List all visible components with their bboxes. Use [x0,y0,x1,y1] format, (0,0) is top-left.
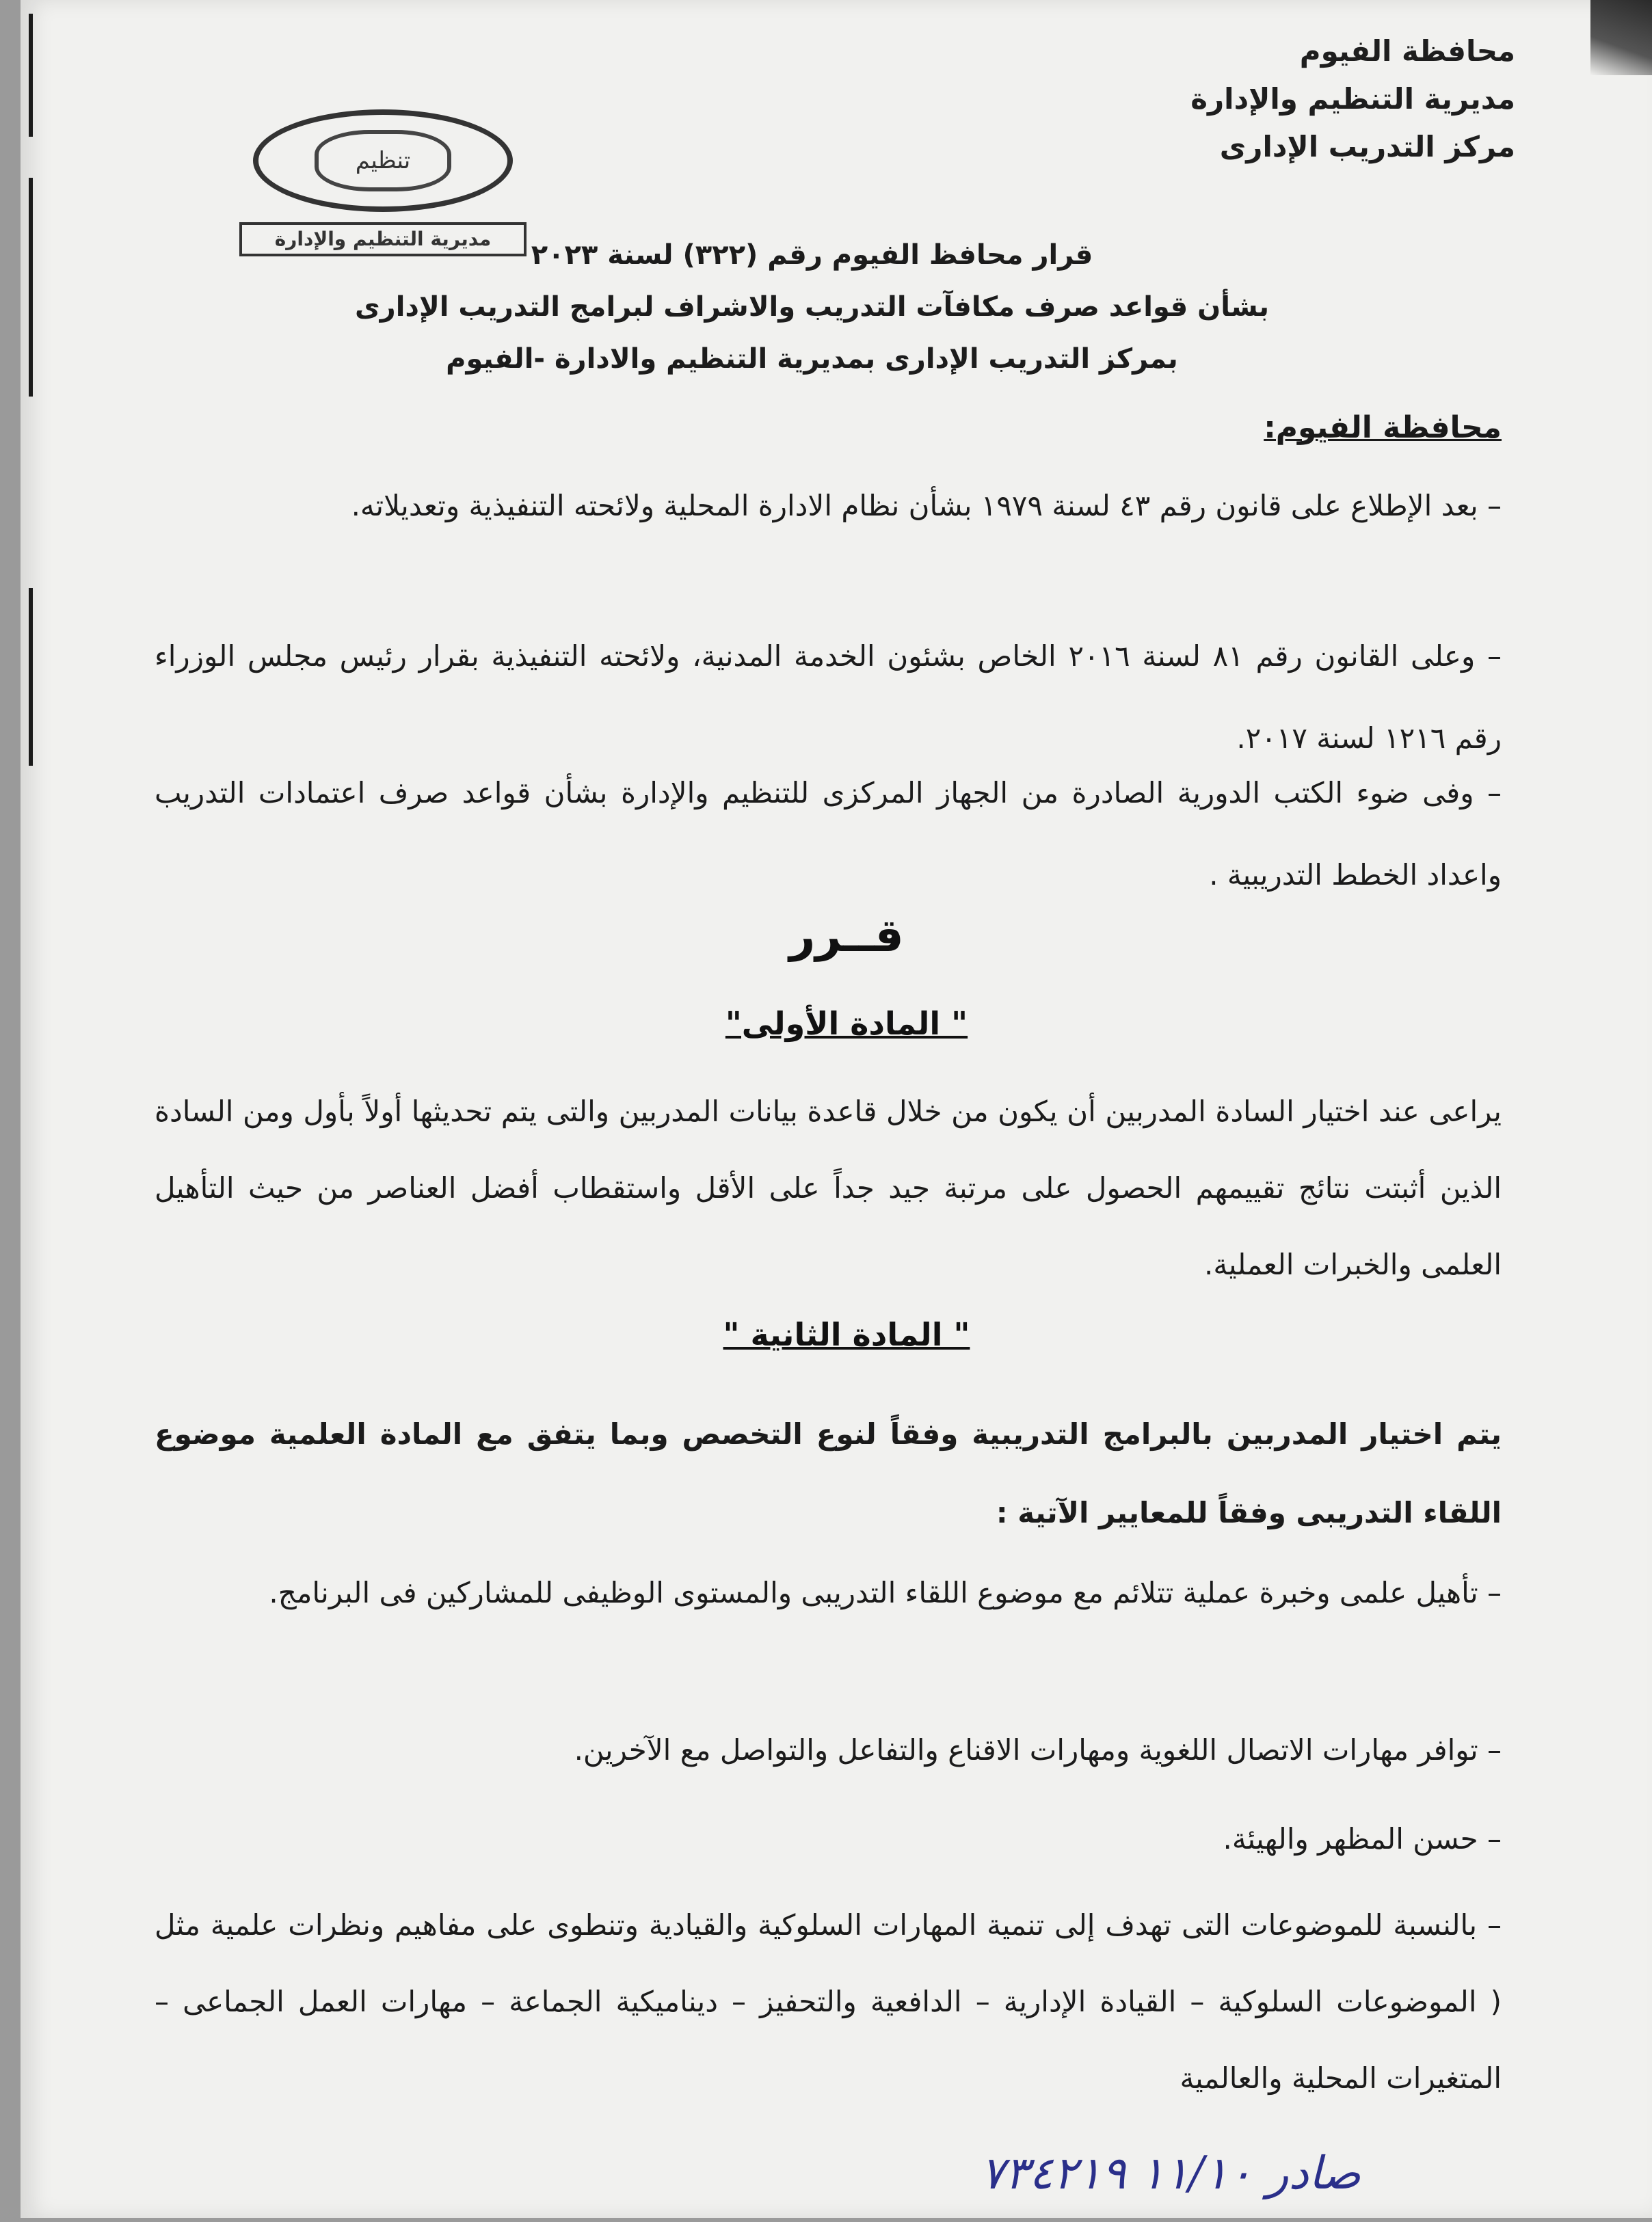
preamble-item-3: – وفى ضوء الكتب الدورية الصادرة من الجهاز المركزى للتنظيم والإدارة بشأن قواعد صرف اعتمادات التدريب واعداد الخطط التدريبية . [155,776,1502,892]
punch-hole-mark [29,14,33,137]
article-2-intro: يتم اختيار المدربين بالبرامج التدريبية وفقاً لنوع التخصص وبما يتفق مع المادة العلمية موضوع اللقاء التدريبى وفقاً للمعايير الآتية : [155,1417,1502,1529]
decision-heading: قــرر [789,909,904,962]
document-page [21,0,1652,2218]
punch-hole-mark [29,178,33,397]
header-center: مركز التدريب الإدارى [1219,130,1515,163]
decree-location: بمركز التدريب الإدارى بمديرية التنظيم والادارة -الفيوم [446,343,1178,375]
letterhead [1190,27,1515,171]
criterion-item: – حسن المظهر والهيئة. [1223,1822,1502,1856]
article-1-heading: " المادة الأولى" [725,1005,968,1042]
stamp-band-text: مديرية التنظيم والإدارة [239,222,527,256]
header-governorate: محافظة الفيوم [1299,34,1515,68]
criterion-item: – بالنسبة للموضوعات التى تهدف إلى تنمية المهارات السلوكية والقيادية وتنطوى على مفاهيم ونظرات علمية مثل ( الموضوعات السلوكية – القيادة الإدارية – الدافعية والتحفيز – ديناميكية الجماعة – مهارات العمل الجماعى – المتغيرات المحلية والعالمية [155,1908,1502,2095]
preamble-item-2: – وعلى القانون رقم ٨١ لسنة ٢٠١٦ الخاص بشئون الخدمة المدنية، ولائحته التنفيذية بقرار رئيس مجلس الوزراء رقم ١٢١٦ لسنة ٢٠١٧. [155,639,1502,755]
decree-title [355,229,1269,385]
preamble-label: محافظة الفيوم: [1264,410,1502,445]
header-directorate: مديرية التنظيم والإدارة [1190,82,1515,116]
stamp-inner-text: تنظيم [315,130,451,191]
decree-subject: بشأن قواعد صرف مكافآت التدريب والاشراف لبرامج التدريب الإدارى [355,291,1269,323]
criterion-item: – توافر مهارات الاتصال اللغوية ومهارات الاقناع والتفاعل والتواصل مع الآخرين. [574,1733,1502,1767]
decree-number: قرار محافظ الفيوم رقم (٣٢٢) لسنة ٢٠٢٣ [531,239,1093,271]
page-corner-shadow [1590,0,1652,75]
preamble-item-1: – بعد الإطلاع على قانون رقم ٤٣ لسنة ١٩٧٩ بشأن نظام الادارة المحلية ولائحته التنفيذية وتعديلاته. [351,489,1502,522]
article-2-heading: " المادة الثانية " [723,1316,970,1353]
handwritten-reference-note: صادر ١١/١٠ ٧٣٤٢١٩ [980,2147,1361,2199]
article-1-text: يراعى عند اختيار السادة المدربين أن يكون من خلال قاعدة بيانات المدربين والتى يتم تحديثها أولاً بأول ومن السادة الذين أثبتت نتائج تقييمهم الحصول على مرتبة جيد جداً على الأقل واستقطاب أفضل العناصر من حيث التأهيل العلمى والخبرات العملية. [155,1095,1502,1281]
punch-hole-mark [29,588,33,766]
criterion-item: – تأهيل علمى وخبرة عملية تتلائم مع موضوع اللقاء التدريبى والمستوى الوظيفى للمشاركين فى البرنامج. [269,1576,1502,1609]
